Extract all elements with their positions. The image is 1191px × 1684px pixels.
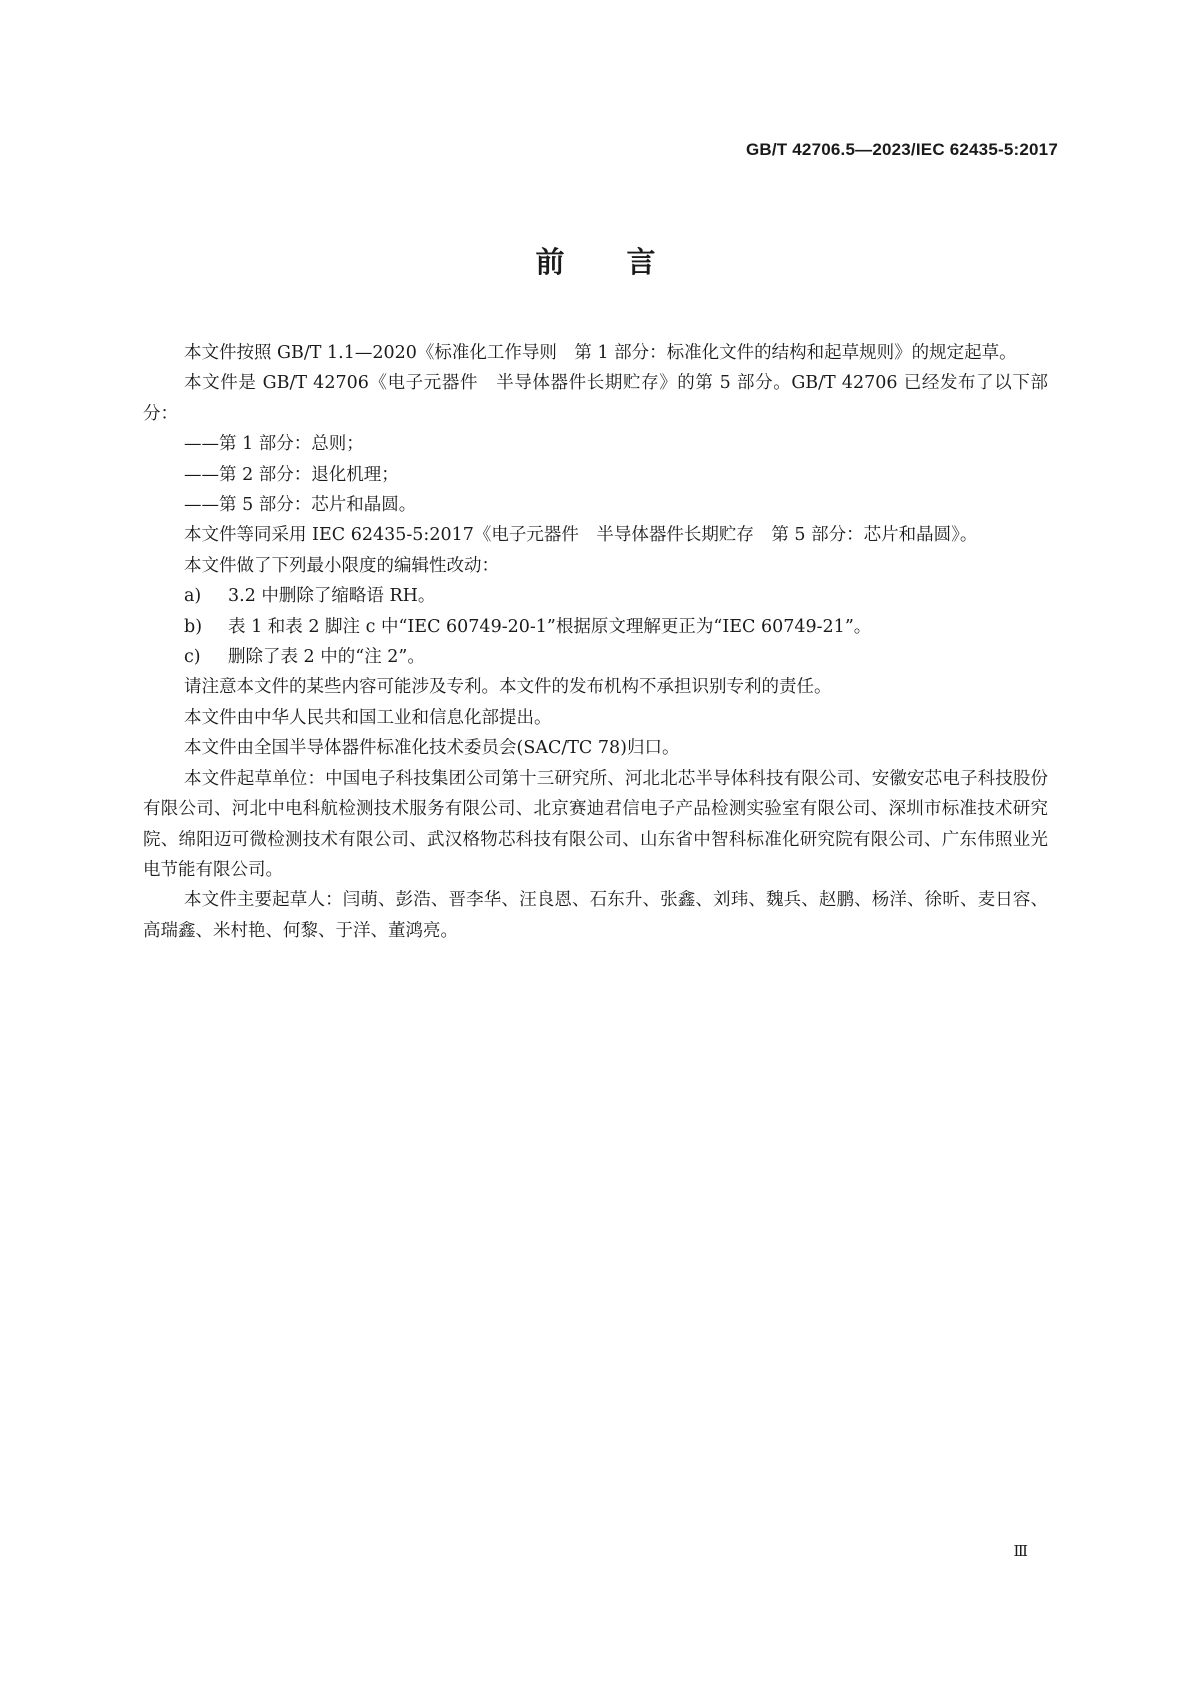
change-item-a — [143, 581, 1048, 611]
paragraph-changes-intro: 本文件做了下列最小限度的编辑性改动： — [184, 555, 499, 576]
dash-item-part-5: ——第 5 部分：芯片和晶圆。 — [184, 495, 417, 516]
page-number: Ⅲ — [1013, 1542, 1029, 1560]
list-text: 表 1 和表 2 脚注 c 中“IEC 60749-20-1”根据原文理解更正为“IEC 60749-21”。 — [228, 616, 872, 637]
dash-item-part-1: ——第 1 部分：总则； — [184, 434, 364, 455]
paragraph-proposer: 本文件由中华人民共和国工业和信息化部提出。 — [184, 707, 552, 728]
paragraph-patent-notice: 请注意本文件的某些内容可能涉及专利。本文件的发布机构不承担识别专利的责任。 — [184, 677, 832, 698]
list-marker: c) — [184, 647, 201, 668]
list-text: 3.2 中删除了缩略语 RH。 — [228, 586, 436, 607]
dash-item-part-2: ——第 2 部分：退化机理； — [184, 464, 399, 485]
paragraph-committee: 本文件由全国半导体器件标准化技术委员会(SAC/TC 78)归口。 — [184, 738, 680, 759]
paragraph-series-intro: 本文件是 GB/T 42706《电子元器件 半导体器件长期贮存》的第 5 部分。GB/T 42706 已经发布了以下部分： — [143, 373, 1048, 424]
change-item-c — [143, 642, 1048, 672]
paragraph-drafting-units: 本文件起草单位：中国电子科技集团公司第十三研究所、河北北芯半导体科技有限公司、安徽安芯电子科技股份有限公司、河北中电科航检测技术服务有限公司、北京赛迪君信电子产品检测实验室有限公司、深圳市标准技术研究院、绵阳迈可微检测技术有限公司、武汉格物芯科技有限公司、山东省中智科标准化研究院有限公司、广东伟照业光电节能有限公司。 — [143, 768, 1048, 880]
paragraph-drafting-rules: 本文件按照 GB/T 1.1—2020《标准化工作导则 第 1 部分：标准化文件的结构和起草规则》的规定起草。 — [184, 343, 1017, 363]
foreword-body — [143, 338, 1048, 946]
list-marker: a) — [184, 586, 202, 607]
list-text: 删除了表 2 中的“注 2”。 — [228, 647, 425, 668]
paragraph-adoption: 本文件等同采用 IEC 62435-5:2017《电子元器件 半导体器件长期贮存 第 5 部分：芯片和晶圆》。 — [184, 525, 978, 546]
list-marker: b) — [184, 616, 203, 637]
change-item-b — [143, 612, 1048, 642]
standard-code: GB/T 42706.5—2023/IEC 62435-5:2017 — [745, 140, 1058, 159]
paragraph-drafters: 本文件主要起草人：闫萌、彭浩、晋李华、汪良恩、石东升、张鑫、刘玮、魏兵、赵鹏、杨洋、徐昕、麦日容、高瑞鑫、米村艳、何黎、于洋、董鸿亮。 — [143, 890, 1048, 941]
page-title: 前 言 — [535, 245, 656, 279]
